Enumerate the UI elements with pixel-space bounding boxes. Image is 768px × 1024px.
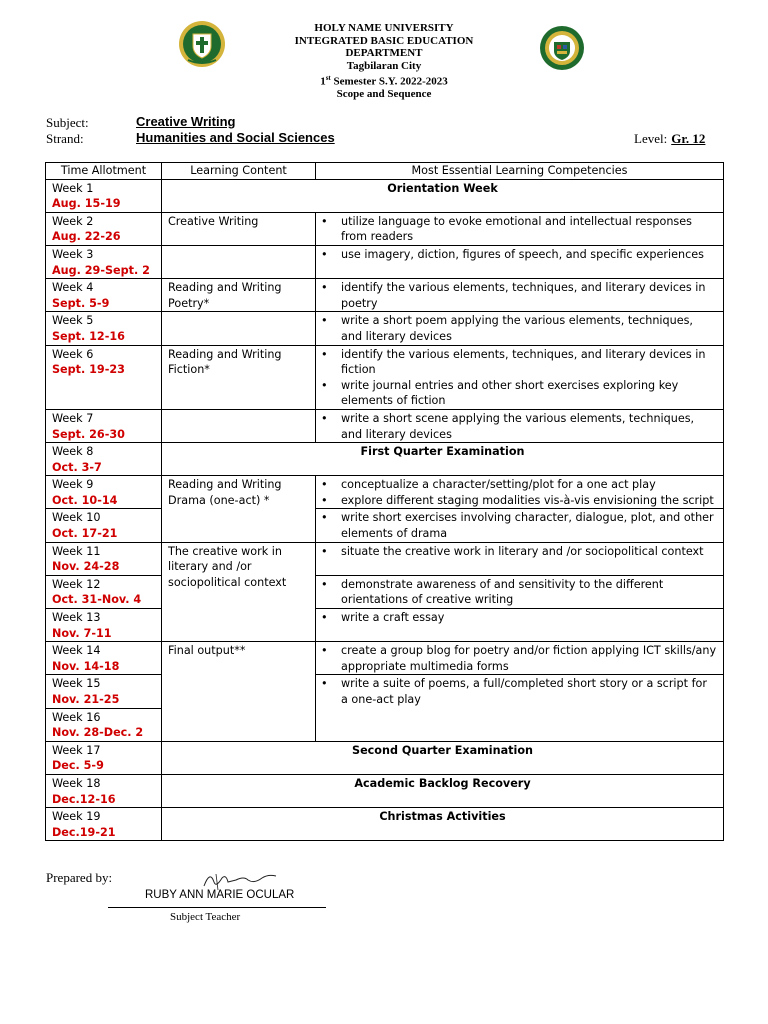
week-label: Week 6 — [52, 347, 94, 361]
time-cell — [46, 575, 162, 608]
table-row — [46, 179, 724, 212]
week-label: Week 13 — [52, 611, 101, 625]
subject-label: Subject: — [46, 115, 89, 130]
competency-cell — [316, 245, 724, 278]
signature-line — [108, 907, 326, 908]
time-cell — [46, 443, 162, 476]
week-dates: Oct. 31-Nov. 4 — [52, 593, 142, 607]
week-label: Week 2 — [52, 214, 94, 228]
content-cell: Reading and Writing Poetry* — [162, 279, 316, 312]
header-line-scope: Scope and Sequence — [336, 88, 432, 101]
week-dates: Nov. 24-28 — [52, 560, 120, 574]
content-cell: Reading and Writing Drama (one-act) * — [162, 476, 316, 542]
subject-row — [46, 114, 236, 131]
table-row — [46, 642, 724, 675]
week-label: Week 12 — [52, 577, 101, 591]
competency-item: • write a suite of poems, a full/completed short story or a script for a one-act play — [319, 676, 717, 707]
time-cell — [46, 409, 162, 442]
semester-text: Semester S.Y. 2022-2023 — [330, 75, 448, 88]
event-cell: Academic Backlog Recovery — [162, 774, 724, 807]
week-label: Week 7 — [52, 411, 94, 425]
table-row — [46, 409, 724, 442]
time-cell — [46, 774, 162, 807]
table-row — [46, 443, 724, 476]
header-learning-content: Learning Content — [162, 163, 316, 180]
competency-item: • create a group blog for poetry and/or fiction applying ICT skills/any appropriate multimedia forms — [319, 643, 717, 674]
content-cell: Creative Writing — [162, 212, 316, 245]
competency-cell — [316, 509, 724, 542]
table-row — [46, 312, 724, 345]
time-cell — [46, 312, 162, 345]
table-header-row — [46, 163, 724, 180]
content-cell — [162, 312, 316, 345]
table-row — [46, 509, 724, 542]
competency-item: • write a craft essay — [319, 610, 717, 626]
week-label: Week 3 — [52, 247, 94, 261]
week-dates: Aug. 29-Sept. 2 — [52, 263, 150, 277]
level-label: Level: — [634, 131, 668, 146]
table-row — [46, 675, 724, 708]
week-dates: Dec.12-16 — [52, 792, 116, 806]
table-row — [46, 808, 724, 841]
week-dates: Nov. 14-18 — [52, 659, 120, 673]
header-time-allotment: Time Allotment — [46, 163, 162, 180]
week-dates: Nov. 7-11 — [52, 626, 112, 640]
time-cell — [46, 708, 162, 741]
week-dates: Oct. 10-14 — [52, 493, 118, 507]
table-row — [46, 476, 724, 509]
header-line-department-2: DEPARTMENT — [345, 47, 423, 59]
table-row — [46, 575, 724, 608]
week-dates: Oct. 3-7 — [52, 460, 102, 474]
week-dates: Aug. 22-26 — [52, 230, 121, 244]
week-dates: Sept. 5-9 — [52, 296, 110, 310]
strand-value: Humanities and Social Sciences — [136, 130, 335, 145]
week-label: Week 4 — [52, 281, 94, 295]
competency-item: • demonstrate awareness of and sensitivity to the different orientations of creative writing — [319, 577, 717, 608]
time-cell — [46, 542, 162, 575]
competency-cell — [316, 675, 724, 741]
competency-cell — [316, 609, 724, 642]
competency-cell — [316, 312, 724, 345]
time-cell — [46, 675, 162, 708]
strand-label: Strand: — [46, 131, 84, 146]
competency-item: • use imagery, diction, figures of speech, and specific experiences — [319, 247, 717, 263]
week-label: Week 16 — [52, 710, 101, 724]
week-label: Week 19 — [52, 810, 101, 824]
competency-cell — [316, 409, 724, 442]
competency-cell — [316, 476, 724, 509]
time-cell — [46, 808, 162, 841]
week-label: Week 1 — [52, 181, 94, 195]
time-cell — [46, 609, 162, 642]
semester-suffix: st — [325, 74, 331, 82]
week-label: Week 15 — [52, 677, 101, 691]
week-label: Week 14 — [52, 644, 101, 658]
prepared-by-label: Prepared by: — [46, 870, 113, 885]
header-competencies: Most Essential Learning Competencies — [316, 163, 724, 180]
table-row — [46, 609, 724, 642]
week-dates: Sept. 12-16 — [52, 329, 125, 343]
week-dates: Nov. 28-Dec. 2 — [52, 726, 144, 740]
table-row — [46, 279, 724, 312]
header-line-department-1: INTEGRATED BASIC EDUCATION — [294, 34, 474, 47]
table-row — [46, 542, 724, 575]
week-dates: Dec.19-21 — [52, 825, 116, 839]
competency-cell — [316, 212, 724, 245]
week-label: Week 18 — [52, 776, 101, 790]
competency-item: • conceptualize a character/setting/plot for a one act play — [319, 477, 717, 493]
semester-number: 1 — [320, 75, 326, 88]
competency-item: • write a short scene applying the various elements, techniques, and literary devices — [319, 411, 717, 442]
week-dates: Sept. 26-30 — [52, 427, 125, 441]
level-value: Gr. 12 — [671, 131, 706, 146]
content-cell: Final output** — [162, 642, 316, 742]
event-cell: First Quarter Examination — [162, 443, 724, 476]
time-cell — [46, 509, 162, 542]
teacher-name: RUBY ANN MARIE OCULAR — [145, 889, 295, 901]
table-row — [46, 212, 724, 245]
week-label: Week 17 — [52, 743, 101, 757]
week-label: Week 8 — [52, 445, 94, 459]
week-dates: Oct. 17-21 — [52, 527, 118, 541]
time-cell — [46, 345, 162, 409]
subject-value: Creative Writing — [136, 114, 236, 129]
competency-item: • utilize language to evoke emotional and intellectual responses from readers — [319, 214, 717, 245]
competency-item: • write a short poem applying the various elements, techniques, and literary devices — [319, 313, 717, 344]
event-cell: Second Quarter Examination — [162, 741, 724, 774]
table-row — [46, 245, 724, 278]
competency-item: • identify the various elements, techniques, and literary devices in poetry — [319, 280, 717, 311]
table-row — [46, 774, 724, 807]
competency-cell — [316, 279, 724, 312]
competency-item: • situate the creative work in literary and /or sociopolitical context — [319, 544, 717, 560]
week-dates: Sept. 19-23 — [52, 363, 125, 377]
time-cell — [46, 279, 162, 312]
strand-row — [46, 130, 335, 147]
time-cell — [46, 212, 162, 245]
week-dates: Dec. 5-9 — [52, 759, 104, 773]
time-cell — [46, 476, 162, 509]
time-cell — [46, 741, 162, 774]
competency-item: • write short exercises involving character, dialogue, plot, and other elements of drama — [319, 510, 717, 541]
time-cell — [46, 245, 162, 278]
content-cell — [162, 245, 316, 278]
competency-item: • identify the various elements, techniques, and literary devices in fiction — [319, 347, 717, 378]
level-row — [634, 131, 705, 147]
document-header — [0, 22, 768, 101]
table-row — [46, 741, 724, 774]
event-cell: Orientation Week — [162, 179, 724, 212]
scope-sequence-table — [45, 162, 724, 841]
time-cell — [46, 642, 162, 675]
competency-item: • explore different staging modalities vis-à-vis envisioning the script — [319, 493, 717, 509]
header-line-university: HOLY NAME UNIVERSITY — [314, 22, 454, 34]
week-label: Week 5 — [52, 314, 94, 328]
content-cell — [162, 409, 316, 442]
content-cell: The creative work in literary and /or sociopolitical context — [162, 542, 316, 642]
competency-cell — [316, 642, 724, 675]
week-label: Week 9 — [52, 478, 94, 492]
competency-cell — [316, 575, 724, 608]
event-cell: Christmas Activities — [162, 808, 724, 841]
week-dates: Aug. 15-19 — [52, 197, 121, 211]
week-label: Week 11 — [52, 544, 101, 558]
table-row — [46, 345, 724, 409]
competency-cell — [316, 345, 724, 409]
teacher-title: Subject Teacher — [170, 911, 241, 923]
header-line-city: Tagbilaran City — [346, 59, 422, 72]
time-cell — [46, 179, 162, 212]
competency-item: • write journal entries and other short exercises exploring key elements of fiction — [319, 378, 717, 409]
competency-cell — [316, 542, 724, 575]
content-cell: Reading and Writing Fiction* — [162, 345, 316, 409]
week-dates: Nov. 21-25 — [52, 693, 120, 706]
header-line-semester — [0, 72, 768, 88]
week-label: Week 10 — [52, 511, 101, 525]
